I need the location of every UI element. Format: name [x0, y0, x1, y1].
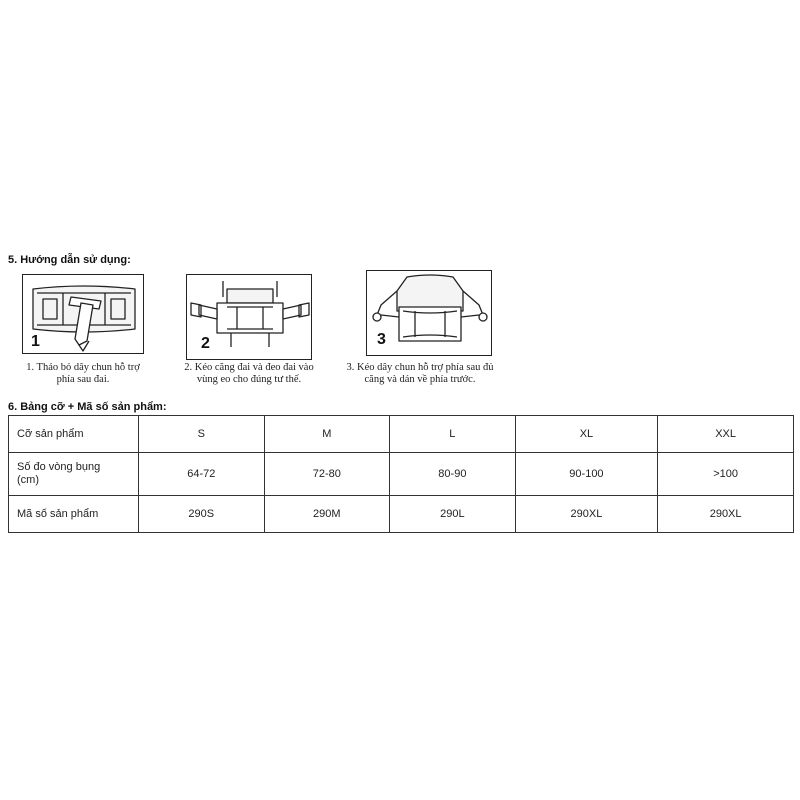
size-cell: S: [139, 416, 265, 453]
waist-cell: 64-72: [139, 453, 265, 496]
step-3-number: 3: [377, 331, 386, 348]
waist-cell: 90-100: [515, 453, 658, 496]
table-row-size: [9, 416, 794, 453]
step-2-illustration: [186, 274, 312, 360]
step-1-number: 1: [31, 333, 40, 350]
waist-cell: 72-80: [264, 453, 390, 496]
step-1-illustration: [22, 274, 144, 354]
usage-section-title: 5. Hướng dẫn sử dụng:: [8, 254, 131, 266]
table-row-waist: [9, 453, 794, 496]
waist-cell: >100: [658, 453, 794, 496]
step-2-caption-line2: vùng eo cho đúng tư thế.: [196, 374, 302, 385]
code-cell: 290XL: [658, 496, 794, 533]
step-3-caption-line1: 3. Kéo dây chun hỗ trợ phía sau đủ: [346, 362, 494, 373]
size-cell: XXL: [658, 416, 794, 453]
waist-cell: 80-90: [390, 453, 516, 496]
size-table-title: 6. Bảng cỡ + Mã số sản phẩm:: [8, 401, 167, 413]
size-cell: M: [264, 416, 390, 453]
step-3-caption-line2: căng và dán về phía trước.: [364, 374, 476, 385]
step-1-caption-line1: 1. Tháo bỏ dây chun hỗ trợ: [26, 362, 140, 373]
code-cell: 290M: [264, 496, 390, 533]
step-1-caption-line2: phía sau đai.: [56, 374, 110, 385]
belt-unstrapped-icon: [23, 275, 145, 355]
size-cell: XL: [515, 416, 658, 453]
code-cell: 290S: [139, 496, 265, 533]
step-2-number: 2: [201, 335, 210, 352]
table-row-code: [9, 496, 794, 533]
waist-label-cell: [9, 453, 139, 496]
code-label-cell: Mã số sản phẩm: [9, 496, 139, 533]
size-table: [8, 415, 794, 533]
step-1-caption: [0, 362, 166, 386]
waist-label-line1: Số đo vòng bụng: [17, 461, 101, 473]
waist-label-line2: (cm): [17, 474, 39, 486]
code-cell: 290L: [390, 496, 516, 533]
step-2-caption: [160, 362, 338, 386]
step-3-illustration: [366, 270, 492, 356]
size-cell: L: [390, 416, 516, 453]
size-label-cell: Cỡ sản phẩm: [9, 416, 139, 453]
step-2-caption-line1: 2. Kéo căng đai và đeo đai vào: [184, 362, 314, 373]
code-cell: 290XL: [515, 496, 658, 533]
step-3-caption: [334, 362, 506, 386]
